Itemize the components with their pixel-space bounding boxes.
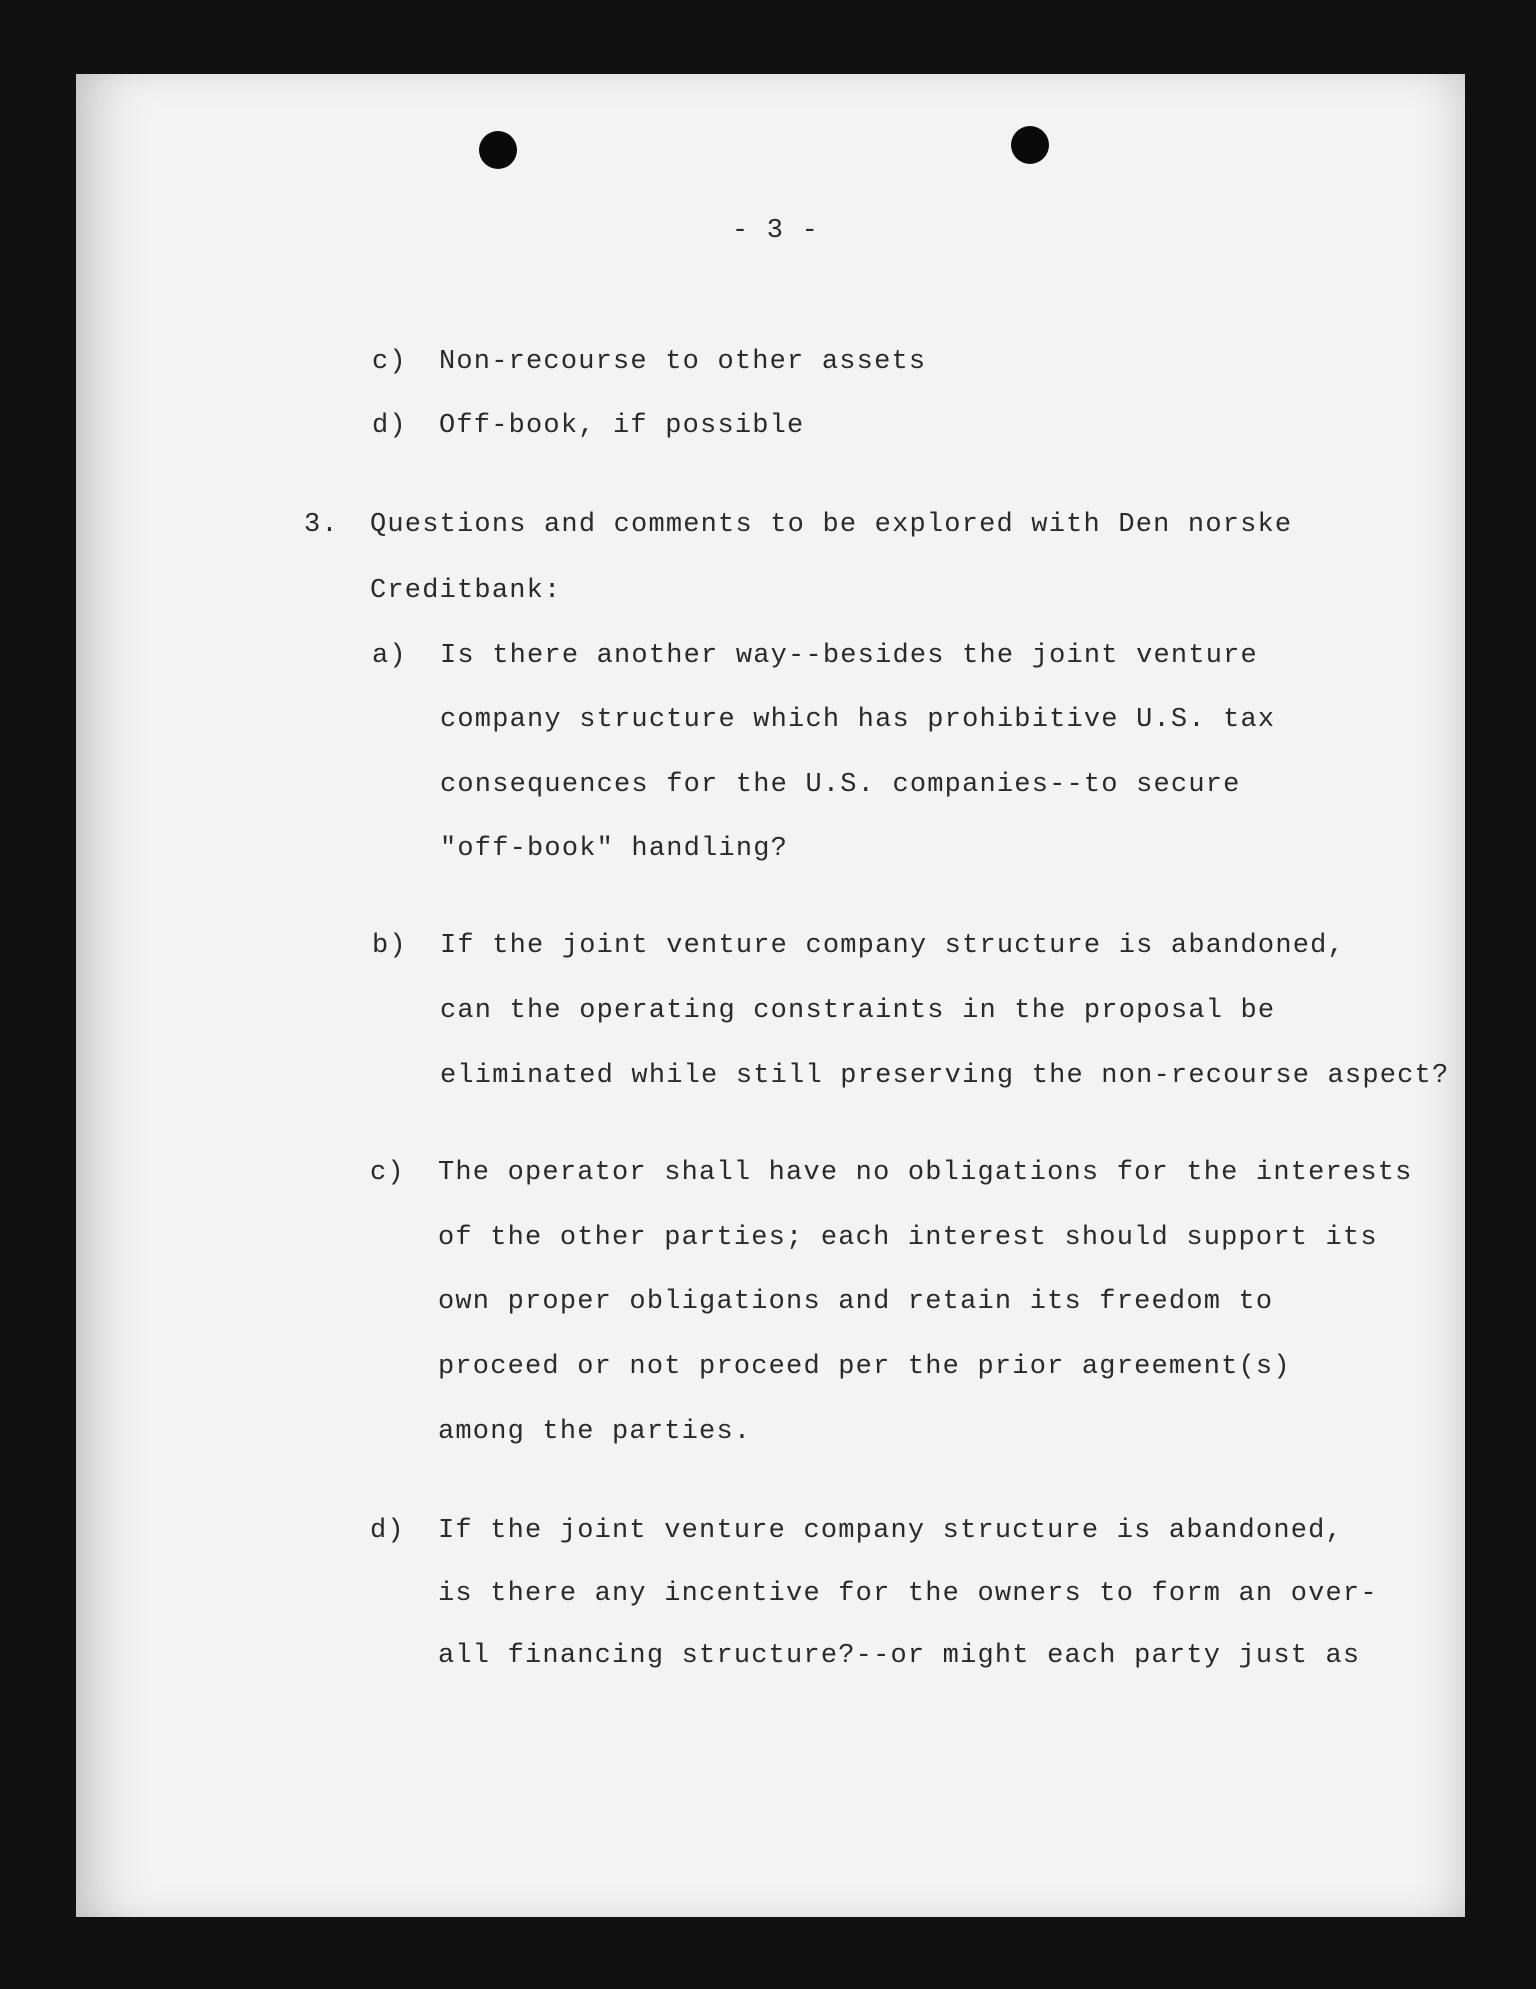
item-label: c) xyxy=(372,347,407,377)
item-text: proceed or not proceed per the prior agreement(s) xyxy=(438,1352,1291,1382)
item-text: Off-book, if possible xyxy=(439,411,805,441)
item-text: company structure which has prohibitive U.S. tax xyxy=(440,705,1276,735)
item-text: If the joint venture company structure is abandoned, xyxy=(438,1516,1343,1546)
item-text: Non-recourse to other assets xyxy=(439,347,927,377)
item-text: is there any incentive for the owners to form an over- xyxy=(438,1579,1378,1609)
item-text: If the joint venture company structure is abandoned, xyxy=(440,931,1345,961)
page-number: - 3 - xyxy=(732,216,820,246)
punch-hole xyxy=(479,131,517,169)
item-label: b) xyxy=(372,931,407,961)
item-text: eliminated while still preserving the non-recourse aspect? xyxy=(440,1061,1450,1091)
item-label: a) xyxy=(372,641,407,671)
item-text: can the operating constraints in the proposal be xyxy=(440,996,1276,1026)
item-text: own proper obligations and retain its freedom to xyxy=(438,1287,1274,1317)
item-text: The operator shall have no obligations for the interests xyxy=(438,1158,1413,1188)
item-label: c) xyxy=(370,1158,405,1188)
punch-hole xyxy=(1011,126,1049,164)
item-text: of the other parties; each interest should support its xyxy=(438,1223,1378,1253)
item-text: all financing structure?--or might each party just as xyxy=(438,1641,1361,1671)
item-text: "off-book" handling? xyxy=(440,834,789,864)
item-text: consequences for the U.S. companies--to secure xyxy=(440,770,1241,800)
section-number: 3. xyxy=(304,510,339,540)
section-text: Creditbank: xyxy=(370,576,562,606)
item-text: Is there another way--besides the joint venture xyxy=(440,641,1258,671)
section-text: Questions and comments to be explored with Den norske xyxy=(370,510,1293,540)
item-text: among the parties. xyxy=(438,1417,752,1447)
item-label: d) xyxy=(370,1516,405,1546)
item-label: d) xyxy=(372,411,407,441)
